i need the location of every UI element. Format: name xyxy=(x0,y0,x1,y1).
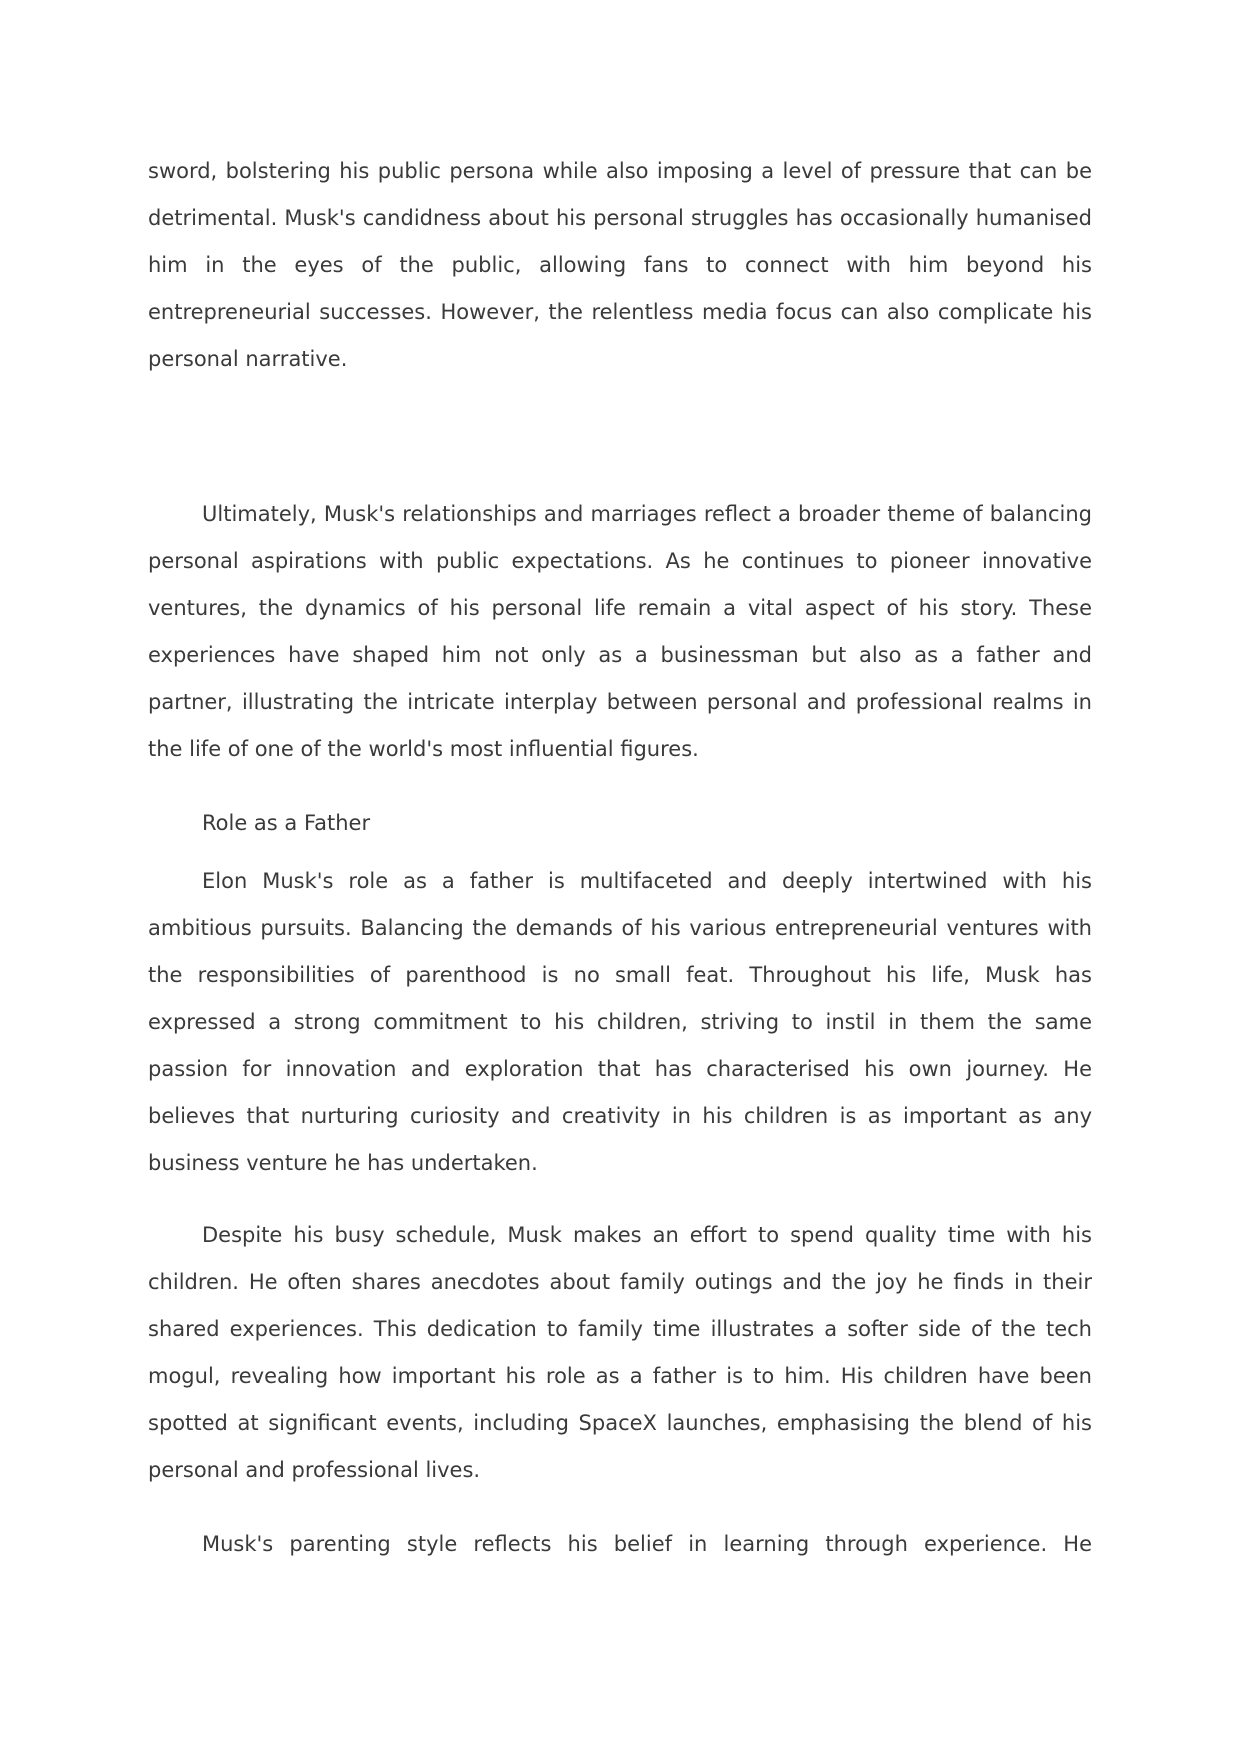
heading-text: Role as a Father xyxy=(202,811,371,835)
paragraph-text: Ultimately, Musk's relationships and marriages reflect a broader theme of balancing personal aspirations with public expectations. As he continues to pioneer innovative ventures, the dynamics of his personal life remain a vital aspect of his story. These experiences have shaped him not only as a businessman but also as a father and partner, illustrating the intricate interplay between personal and professional realms in the life of one of the world's most influential figures. xyxy=(148,502,1092,761)
paragraph xyxy=(148,858,1092,1187)
paragraph-truncated xyxy=(148,1521,1092,1568)
paragraph-text: sword, bolstering his public persona while also imposing a level of pressure that can be detrimental. Musk's candidness about his personal struggles has occasionally humanised him in the eyes of the public, allowing fans to connect with him beyond his entrepreneurial successes. However, the relentless media focus can also complicate his personal narrative. xyxy=(148,159,1092,371)
paragraph-text: Despite his busy schedule, Musk makes an effort to spend quality time with his children. He often shares anecdotes about family outings and the joy he finds in their shared experiences. This dedication to family time illustrates a softer side of the tech mogul, revealing how important his role as a father is to him. His children have been spotted at significant events, including SpaceX launches, emphasising the blend of his personal and professional lives. xyxy=(148,1223,1092,1482)
paragraph xyxy=(148,491,1092,773)
section-heading xyxy=(148,800,1092,847)
paragraph xyxy=(148,1212,1092,1494)
paragraph-text: Musk's parenting style reflects his belief in learning through experience. He xyxy=(202,1532,1092,1556)
paragraph-continued xyxy=(148,148,1092,383)
paragraph-text: Elon Musk's role as a father is multifaceted and deeply intertwined with his ambitious pursuits. Balancing the demands of his various entrepreneurial ventures with the responsibilities of parenthood is no small feat. Throughout his life, Musk has expressed a strong commitment to his children, striving to instil in them the same passion for innovation and exploration that has characterised his own journey. He believes that nurturing curiosity and creativity in his children is as important as any business venture he has undertaken. xyxy=(148,869,1092,1175)
